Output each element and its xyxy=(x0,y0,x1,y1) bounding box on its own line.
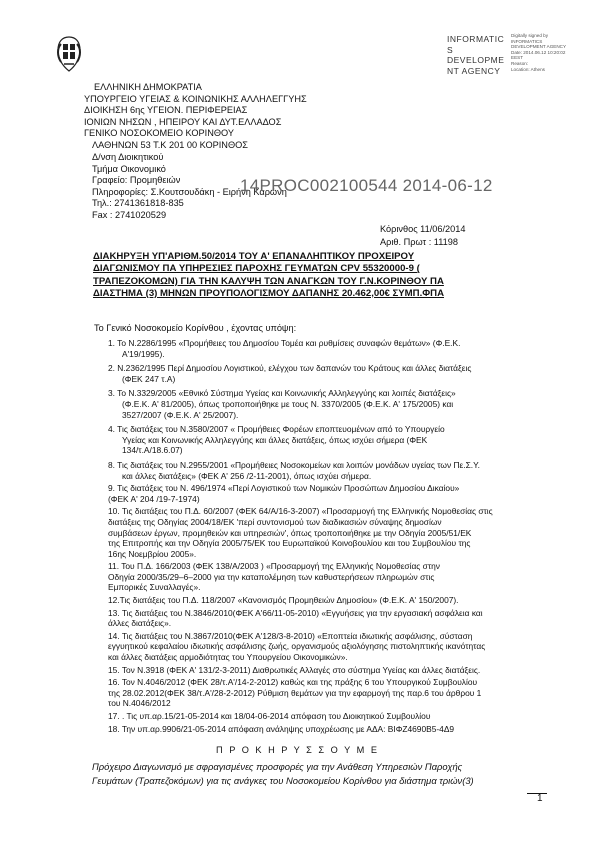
clause-line: Υγείας και Κοινωνικής Αλληλεγγύης και άλλες διατάξεις, όπως ισχύει σήμερα (ΦΕΚ xyxy=(122,434,428,445)
title-line: ΔΙΑΓΩΝΙΣΜΟΥ ΠΑ ΥΠΗΡΕΣΙΕΣ ΠΑΡΟΧΗΣ ΓΕΥΜΑΤΩΝ CPV 55320000-9 ( xyxy=(93,263,420,275)
clauses-list xyxy=(90,338,530,736)
clause-line: 134/τ.Α/18.6.07) xyxy=(122,445,183,456)
clause-line: διατάξεις της Οδηγίας 2004/18/ΕΚ 'περί συντονισμού των διαδικασιών σύναψης δημοσίων xyxy=(108,516,442,527)
body-line: Πρόχειρο Διαγωνισμό με σφραγισμένες προσφορές για την Ανάθεση Υπηρεσιών Παροχής xyxy=(92,761,463,772)
signature-detail-line: EEST xyxy=(511,55,523,61)
document-title xyxy=(93,251,513,300)
protocol-number: Αριθ. Πρωτ : 11198 xyxy=(380,237,458,247)
clause-line: και άλλες διατάξεις» (ΦΕΚ Α' 256 /2-11-2001), όπως ισχύει σήμερα. xyxy=(122,470,372,481)
clause-line: (Φ.Ε.Κ. Α' 81/2005), όπως τροποποιήθηκε με τους Ν. 3370/2005 (Φ.Ε.Κ. Α' 175/2005) και xyxy=(122,398,454,409)
document-reference-stamp: 14PROC002100544 2014-06-12 xyxy=(240,176,493,195)
clause-item xyxy=(90,665,530,676)
clause-line: συμβάσεων έργων, προμηθειών και υπηρεσιών', όπως τροποποιήθηκε με την Οδηγία 2005/51/ΕΚ xyxy=(108,527,472,538)
signature-detail-line: DEVELOPMENT AGENCY xyxy=(511,44,567,50)
signature-detail-line: Location: Athens xyxy=(511,66,545,72)
contact-line: Γραφείο: Προμηθειών xyxy=(92,175,181,186)
letterhead xyxy=(84,82,307,152)
clause-line: της 28.02.2012(ΦΕΚ 38/τ.Α'/28-2-2012) Ρύθμιση θεμάτων για την εφαρμογή της παρ.6 του άρθρου 1 xyxy=(108,687,482,698)
letterhead-line: ΙΟΝΙΩΝ ΝΗΣΩΝ , ΗΠΕΙΡΟΥ ΚΑΙ ΔΥΤ.ΕΛΛΑΔΟΣ xyxy=(84,116,282,127)
contact-line: Fax : 2741020529 xyxy=(92,209,167,220)
body-line: Γευμάτων (Τραπεζοκόμων) για τις ανάγκες του Νοσοκομείου Κορίνθου για διάστημα τριών(3) xyxy=(92,775,474,786)
signature-name-line: NT AGENCY xyxy=(447,65,501,76)
intro-text: Το Γενικό Νοσοκομείο Κορίνθου , έχοντας υπόψη: xyxy=(94,323,297,333)
clause-item xyxy=(90,677,530,709)
signature-detail-line: Digitally signed by xyxy=(511,33,549,38)
place-date: Κόρινθος 11/06/2014 xyxy=(380,224,466,234)
clause-line: Οδηγία 2000/35/29–6–2000 για την καταπολέμηση των καθυστερήσεων πληρωμών στις xyxy=(108,571,435,582)
contact-line: Πληροφορίες: Σ.Κουτσουδάκη - Ειρήνη Καρώνη xyxy=(92,186,287,197)
clause-line: 11. Του Π.Δ. 166/2003 (ΦΕΚ 138/Α/2003 ) «Προσαρμογή της Ελληνικής Νομοθεσίας στην xyxy=(108,561,440,572)
clause-item xyxy=(90,363,530,384)
clause-line: 13. Τις διατάξεις του Ν.3846/2010(ΦΕΚ Α'66/11-05-2010) «Εγγυήσεις για την εργασιακή ασφάλεια και xyxy=(108,607,483,618)
clause-line: Α'19/1995). xyxy=(122,348,165,359)
clause-item xyxy=(90,460,530,481)
page-number: 1 xyxy=(537,793,543,804)
clause-item xyxy=(90,388,530,420)
clause-line: 3. Το Ν.3329/2005 «Εθνικό Σύστημα Υγείας και Κοινωνικής Αλληλεγγύης και λοιπές διατάξεις» xyxy=(108,388,456,399)
proclamation-body xyxy=(92,760,474,788)
letterhead-line: ΓΕΝΙΚΟ ΝΟΣΟΚΟΜΕΙΟ ΚΟΡΙΝΘΟΥ xyxy=(84,128,234,139)
clause-line: άλλες διατάξεις». xyxy=(108,618,172,629)
clause-item xyxy=(90,631,530,663)
signature-name-line: INFORMATIC xyxy=(447,34,505,44)
digital-signature-details xyxy=(511,33,591,72)
clause-line: 10. Τις διατάξεις του Π.Δ. 60/2007 (ΦΕΚ 64/Α/16-3-2007) «Προσαρμογή της Ελληνικής Νομοθεσίας στις xyxy=(108,506,493,517)
clause-line: 2. Ν.2362/1995 Περί Δημοσίου Λογιστικού, ελέγχου των δαπανών του Κράτους και άλλες διατάξεις xyxy=(108,363,472,374)
clause-line: 15. Τον Ν.3918 (ΦΕΚ Α' 131/2-3-2011) Διαθρωτικές Αλλαγές στο σύστημα Υγείας και άλλες διατάξεις. xyxy=(108,664,481,675)
clause-item xyxy=(90,595,530,606)
clause-item xyxy=(90,608,530,629)
clause-line: 3527/2007 (Φ.Ε.Κ. Α' 25/2007). xyxy=(122,409,239,420)
clause-line: 1. Το Ν.2286/1995 «Προμήθειες του Δημοσίου Τομέα και ρυθμίσεις συναφών θεμάτων» (Φ.Ε.Κ. xyxy=(108,338,461,348)
letterhead-line: ΥΠΟΥΡΓΕΙΟ ΥΓΕΙΑΣ & ΚΟΙΝΩΝΙΚΗΣ ΑΛΛΗΛΕΓΓΥΗΣ xyxy=(84,93,307,104)
clause-line: 9. Τις διατάξεις του Ν. 496/1974 «Περί Λογιστικού των Νομικών Προσώπων Δημοσίου Δικαίου» xyxy=(108,483,460,494)
clause-line: 16. Τον Ν.4046/2012 (ΦΕΚ 28/τ.Α'/14-2-2012) καθώς και της πράξης 6 του Υπουργικού Συμβουλίου xyxy=(108,677,478,688)
clause-item xyxy=(90,506,530,559)
contact-line: Δ/νση Διοικητικού xyxy=(92,152,164,162)
digital-signature-name xyxy=(447,34,507,76)
letterhead-line: ΛΑΘΗΝΩΝ 53 Τ.Κ 201 00 ΚΟΡΙΝΘΟΣ xyxy=(92,139,248,150)
title-line: ΔΙΑΚΗΡΥΞΗ ΥΠ'ΑΡΙΘΜ.50/2014 ΤΟΥ Α' ΕΠΑΝΑΛΗΠΤΙΚΟΥ ΠΡΟΧΕΙΡΟΥ xyxy=(93,251,415,262)
clause-item xyxy=(90,483,530,504)
clause-line: 16ης Νοεμβρίου 2005». xyxy=(108,548,197,559)
clause-line: 4. Τις διατάξεις του Ν.3580/2007 « Προμήθειες Φορέων εποπτευομένων από το Υπουργείο xyxy=(108,424,445,435)
signature-name-line: S xyxy=(447,44,454,55)
clause-line: Εμπορικές Συναλλαγές». xyxy=(108,582,201,593)
clause-item xyxy=(90,338,530,359)
letterhead-line: ΔΙΟΙΚΗΣΗ 6ης ΥΓΕΙΟΝ. ΠΕΡΙΦΕΡΕΙΑΣ xyxy=(84,105,248,116)
clause-line: 14. Τις διατάξεις του Ν.3867/2010(ΦΕΚ Α'128/3-8-2010) «Εποπτεία ιδιωτικής ασφάλισης, σύσταση xyxy=(108,630,473,641)
clause-line: (ΦΕΚ Α' 204 /19-7-1974) xyxy=(108,493,200,504)
clause-item xyxy=(90,561,530,593)
clause-line: και άλλες διατάξεις αρμοδιότητας του Υπουργείου Οικονομικών». xyxy=(108,652,348,663)
clause-item xyxy=(90,711,530,722)
coat-of-arms-seal xyxy=(52,34,86,74)
signature-detail-line: Date: 2014.06.12 10:20:02 xyxy=(511,49,566,55)
proclamation-heading: Π Ρ Ο Κ Η Ρ Υ Σ Σ Ο Υ Μ Ε xyxy=(216,745,379,755)
clause-line: 18. Την υπ.αρ.9906/21-05-2014 απόφαση ανάληψης υποχρέωσης με ΑΔΑ: ΒΙΦΖ4690Β5-4Δ9 xyxy=(108,723,455,734)
signature-detail-line: Reason: xyxy=(511,60,529,66)
clause-item xyxy=(90,724,530,735)
title-line: ΔΙΑΣΤΗΜΑ (3) ΜΗΝΩΝ ΠΡΟΥΠΟΛΟΓΙΣΜΟΥ ΔΑΠΑΝΗΣ 20.462,00€ ΣΥΜΠ.ΦΠΑ xyxy=(93,287,445,299)
clause-line: 12.Τις διατάξεις του Π.Δ. 118/2007 «Κανονισμός Προμηθειών Δημοσίου» (Φ.Ε.Κ. Α' 150/2007). xyxy=(108,595,459,606)
letterhead-line: ΕΛΛΗΝΙΚΗ ΔΗΜΟΚΡΑΤΙΑ xyxy=(94,82,202,92)
title-line: ΤΡΑΠΕΖΟΚΟΜΩΝ) ΓΙΑ ΤΗΝ ΚΑΛΥΨΗ ΤΩΝ ΑΝΑΓΚΩΝ ΤΟΥ Γ.Ν.ΚΟΡΙΝΘΟΥ ΠΑ xyxy=(93,275,444,287)
clause-line: (ΦΕΚ 247 τ.Α) xyxy=(122,373,176,384)
clause-line: του Ν.4046/2012 xyxy=(108,698,171,709)
clause-line: 8. Τις διατάξεις του Ν.2955/2001 «Προμήθειες Νοσοκομείων και λοιπών μονάδων υγείας των Πε.Σ.Υ. xyxy=(108,459,480,470)
clause-line: εγγυητικού κεφαλαίου ιδιωτικής ασφάλισης ζωής, οργανισμούς αξιολόγησης πιστοληπτικής ικανότητας xyxy=(108,641,486,652)
date-block xyxy=(380,223,466,249)
signature-detail-line: INFORMATICS xyxy=(511,38,543,44)
signature-name-line: DEVELOPME xyxy=(447,55,505,65)
clause-line: της Επιτροπής και την Οδηγία 2005/75/ΕΚ του Ευρωπαϊκού Κοινοβουλίου και του Συμβουλίου της xyxy=(108,538,471,549)
contact-line: Τμήμα Οικονομικό xyxy=(92,163,166,174)
clause-item xyxy=(90,424,530,456)
contact-line: Τηλ.: 2741361818-835 xyxy=(92,198,184,209)
clause-line: 17. . Τις υπ.αρ.15/21-05-2014 και 18/04-06-2014 απόφαση του Διοικητικού Συμβουλίου xyxy=(108,711,431,721)
